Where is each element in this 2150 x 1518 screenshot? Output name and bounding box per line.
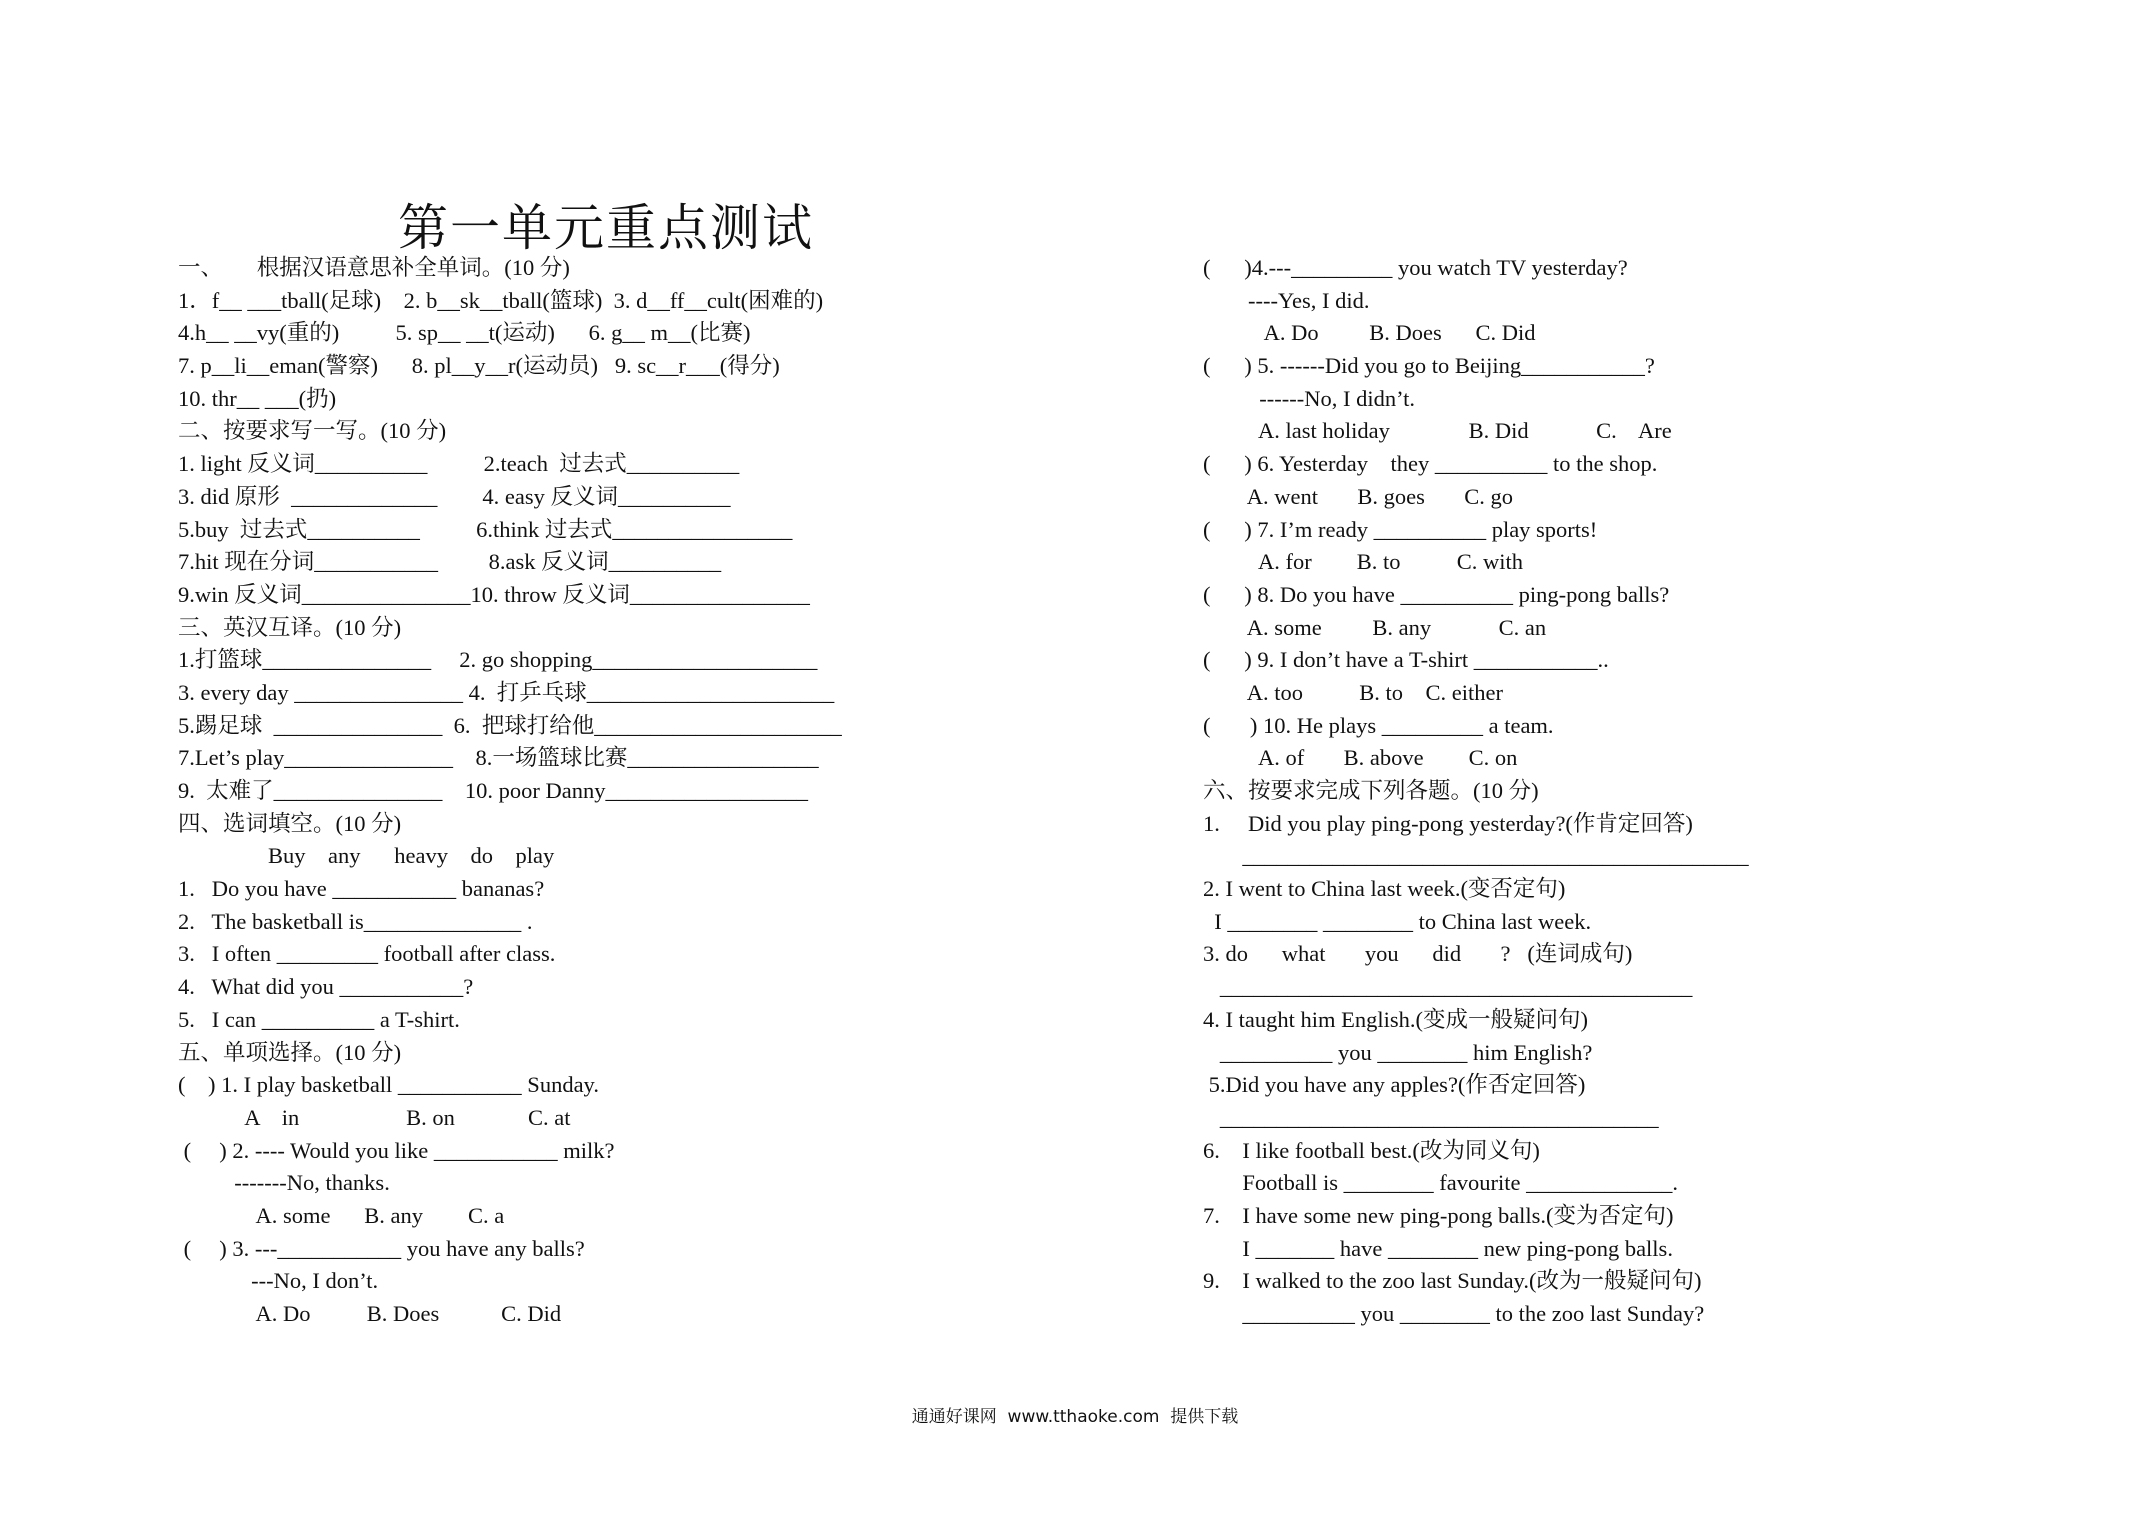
question-line: 4.h__ __vy(重的) 5. sp__ __t(运动) 6. g__ m__(比赛) [178, 320, 751, 346]
question-line: 5.buy 过去式__________ 6.think 过去式________________ [178, 516, 793, 542]
answer-line: __________________________________________ [1203, 974, 1693, 1000]
answer-line: _____________________________________________ [1203, 843, 1749, 869]
answer-options: A. went B. goes C. go [1203, 483, 1514, 509]
question-line: ( )4.---_________ you watch TV yesterday? [1203, 255, 1628, 280]
question-line: ( ) 8. Do you have __________ ping-pong balls? [1203, 581, 1670, 607]
question-line: 1.打篮球_______________ 2. go shopping____________________ [178, 647, 818, 673]
question-line: 3. I often _________ football after class. [178, 941, 556, 967]
question-line: 3. every day _______________ 4. 打乒乓球______________________ [178, 679, 835, 705]
question-line: ( ) 9. I don’t have a T-shirt ___________.. [1203, 647, 1609, 673]
question-line: 5.Did you have any apples?(作否定回答) [1203, 1072, 1586, 1098]
question-line: 1. Did you play ping-pong yesterday?(作肯定回答) [1203, 810, 1693, 836]
question-line: 10. thr__ ___(扔) [178, 385, 337, 411]
answer-line: __________ you ________ him English? [1203, 1039, 1593, 1065]
question-line: 2. The basketball is______________ . [178, 908, 533, 934]
question-line: 5.踢足球 _______________ 6. 把球打给他______________________ [178, 712, 842, 738]
question-line: 3. did 原形 _____________ 4. easy 反义词__________ [178, 483, 731, 509]
section-2-heading: 二、按要求写一写。(10 分) [178, 418, 447, 444]
question-line: 9.win 反义词_______________10. throw 反义词________________ [178, 581, 810, 607]
dialogue-line: ------No, I didn’t. [1203, 385, 1416, 411]
question-line: 4. What did you ___________? [178, 974, 474, 1000]
question-line: 4. I taught him English.(变成一般疑问句) [1203, 1006, 1588, 1032]
answer-line: __________ you ________ to the zoo last Sunday? [1203, 1301, 1705, 1326]
answer-options: A. of B. above C. on [1203, 745, 1518, 771]
question-line: ( ) 6. Yesterday they __________ to the shop. [1203, 451, 1658, 477]
answer-options: A. Do B. Does C. Did [1203, 320, 1536, 346]
question-line: 1. light 反义词__________ 2.teach 过去式__________ [178, 451, 740, 477]
dialogue-line: -------No, thanks. [178, 1170, 390, 1196]
question-line: ( ) 7. I’m ready __________ play sports! [1203, 516, 1598, 542]
question-line: ( ) 2. ---- Would you like ___________ milk? [178, 1137, 615, 1163]
section-6-heading: 六、按要求完成下列各题。(10 分) [1203, 778, 1539, 803]
answer-line: _______________________________________ [1203, 1104, 1659, 1130]
question-line: ( ) 3. ---___________ you have any balls? [178, 1235, 585, 1261]
question-line: 1. Do you have ___________ bananas? [178, 876, 545, 902]
question-line: 6. I like football best.(改为同义句) [1203, 1137, 1540, 1163]
section-5-heading: 五、单项选择。(10 分) [178, 1039, 402, 1065]
answer-options: A. for B. to C. with [1203, 549, 1524, 575]
question-line: 7.Let’s play_______________ 8.一场篮球比赛_________________ [178, 745, 819, 771]
dialogue-line: ----Yes, I did. [1203, 287, 1370, 313]
page-title: 第一单元重点测试 [398, 199, 814, 257]
answer-options: A. too B. to C. either [1203, 679, 1503, 705]
footer-source-note: 通通好课网 www.tthaoke.com 提供下载 [911, 1407, 1239, 1427]
question-line: 9. I walked to the zoo last Sunday.(改为一般疑问句) [1203, 1268, 1702, 1294]
question-line: 7. I have some new ping-pong balls.(变为否定句) [1203, 1202, 1674, 1228]
question-line: ( ) 1. I play basketball ___________ Sunday. [178, 1072, 599, 1098]
question-line: 2. I went to China last week.(变否定句) [1203, 876, 1566, 902]
answer-options: A. some B. any C. a [178, 1202, 505, 1228]
question-line: ( ) 5. ------Did you go to Beijing___________? [1203, 353, 1655, 379]
section-4-heading: 四、选词填空。(10 分) [178, 810, 402, 836]
question-line: ( ) 10. He plays _________ a team. [1203, 712, 1554, 738]
answer-options: A. last holiday B. Did C. Are [1203, 418, 1672, 444]
question-line: 7. p__li__eman(警察) 8. pl__y__r(运动员) 9. sc__r___(得分) [178, 353, 780, 379]
word-bank: Buy any heavy do play [178, 843, 555, 869]
answer-line: I _______ have ________ new ping-pong balls. [1203, 1235, 1673, 1261]
section-3-heading: 三、英汉互译。(10 分) [178, 614, 402, 640]
answer-options: A in B. on C. at [178, 1104, 571, 1130]
question-line: 5. I can __________ a T-shirt. [178, 1006, 460, 1032]
question-line: 7.hit 现在分词___________ 8.ask 反义词__________ [178, 549, 722, 575]
answer-options: A. some B. any C. an [1203, 614, 1547, 640]
question-line: 3. do what you did ? (连词成句) [1203, 941, 1633, 967]
answer-line: Football is ________ favourite _____________. [1203, 1170, 1678, 1196]
answer-options: A. Do B. Does C. Did [178, 1301, 562, 1326]
question-line: 9. 太难了_______________ 10. poor Danny__________________ [178, 778, 808, 803]
question-line: 1．f__ ___tball(足球) 2. b__sk__tball(篮球) 3. d__ff__cult(困难的) [178, 287, 824, 313]
left-column [178, 252, 1038, 1331]
section-1-heading: 一、 根据汉语意思补全单词。(10 分) [178, 255, 570, 280]
right-column [1203, 252, 2083, 1331]
answer-line: I ________ ________ to China last week. [1203, 908, 1592, 934]
dialogue-line: ---No, I don’t. [178, 1268, 379, 1294]
